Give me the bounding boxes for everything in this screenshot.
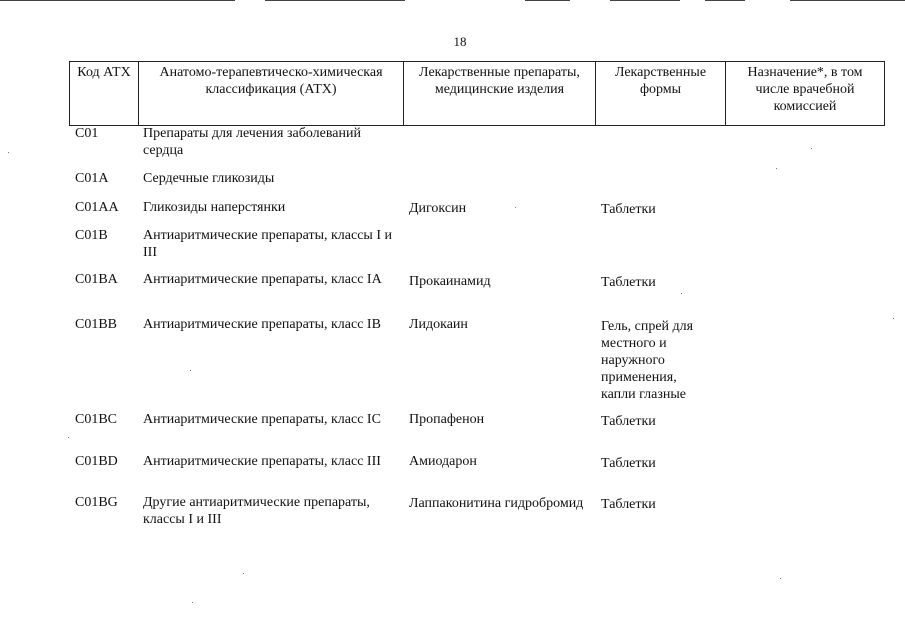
page-number: 18 [453,34,467,49]
scan-speck [190,370,191,371]
row-form: Таблетки [601,275,656,290]
row-form: Таблетки [601,414,656,429]
row-code: C01BC [75,412,118,427]
row-drug: Лидокаин [409,317,468,332]
scan-speck [515,207,516,208]
row-atc: Антиаритмические препараты, класс IC [143,412,381,427]
scan-speck [681,293,682,294]
row-drug: Дигоксин [409,201,467,216]
scan-speck [893,318,894,319]
row-atc: Другие антиаритмические препараты, классы I и III [143,495,370,527]
header-atc-classification: Анатомо-терапевтическо-химическая классификация (АТХ) [139,62,404,126]
row-atc: Антиаритмические препараты, класс III [143,454,381,469]
row-code: C01A [75,171,109,186]
scan-speck [8,152,9,153]
header-prescription: Назначение*, в том числе врачебной комиссией [726,62,885,126]
header-dosage-forms: Лекарственные формы [596,62,726,126]
row-form: Таблетки [601,202,656,217]
row-atc: Гликозиды наперстянки [143,200,286,215]
row-atc: Сердечные гликозиды [143,171,275,186]
row-drug: Пропафенон [409,412,485,427]
row-code: C01 [75,126,99,141]
row-code: C01BD [75,454,118,469]
row-drug: Прокаинамид [409,274,491,289]
scan-speck [776,168,777,169]
row-drug: Лаппаконитина гидробромид [409,496,584,511]
row-form: Таблетки [601,456,656,471]
scan-speck [243,573,244,574]
row-atc: Антиаритмические препараты, класс IA [143,272,382,287]
row-code: C01BB [75,317,118,332]
row-atc: Антиаритмические препараты, классы I и III [143,228,392,260]
row-code: C01B [75,228,108,243]
row-drug: Амиодарон [409,454,477,469]
header-code: Код АТХ [70,62,139,126]
header-drugs: Лекарственные препараты, медицинские изделия [404,62,596,126]
row-atc: Препараты для лечения заболеваний сердца [143,126,361,158]
scan-speck [780,578,781,579]
row-form: Таблетки [601,497,656,512]
scan-speck [192,602,193,603]
scan-speck [68,437,69,438]
row-code: C01BG [75,495,118,510]
row-code: C01BA [75,272,118,287]
scan-speck [811,148,812,149]
row-atc: Антиаритмические препараты, класс IB [143,317,381,332]
row-form: Гель, спрей для местного и наружного применения, капли глазные [601,319,694,402]
row-code: C01AA [75,200,119,215]
